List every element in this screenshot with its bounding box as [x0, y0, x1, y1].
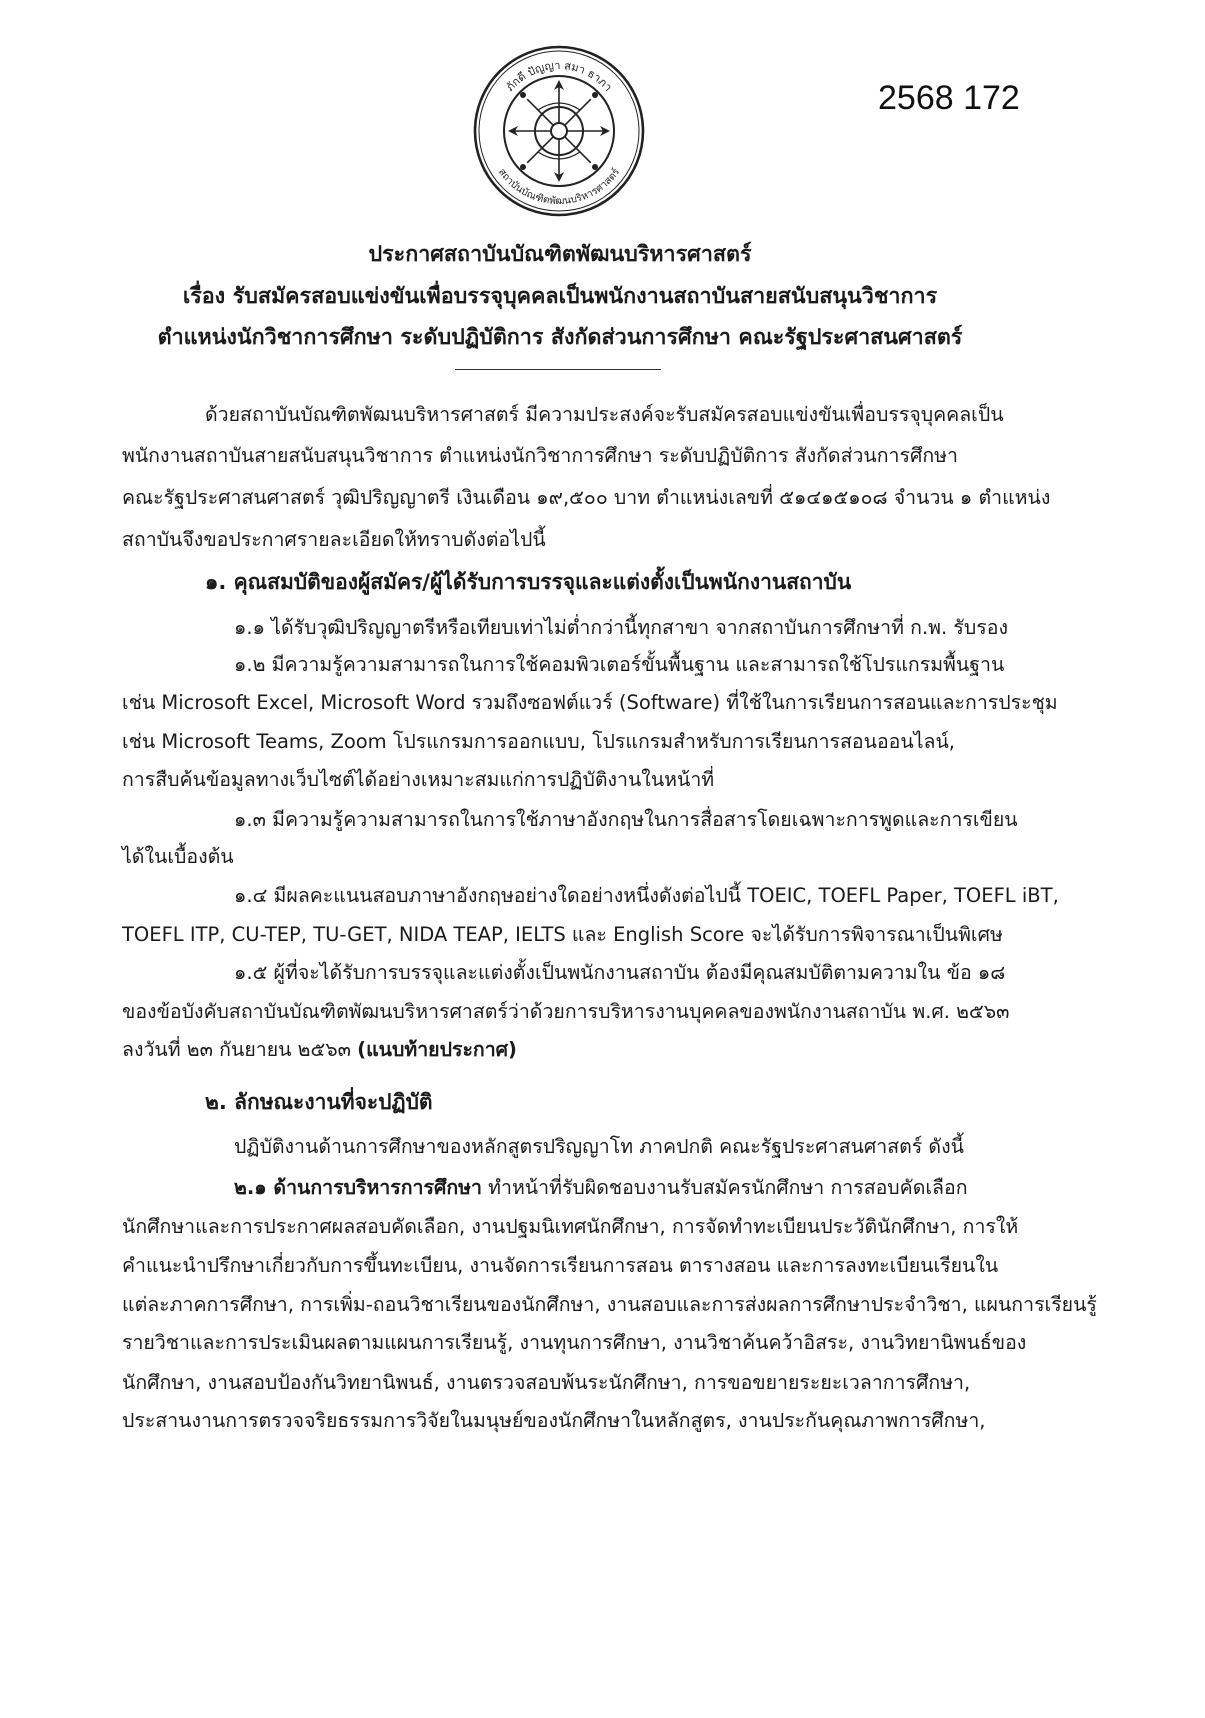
item-1-1-line: ๑.๑ ได้รับวุฒิปริญญาตรีหรือเทียบเท่าไม่ต่ำกว่านี้ทุกสาขา จากสถาบันการศึกษาที่ ก.พ. รับรอง	[234, 616, 1008, 639]
item-2-1-line: นักศึกษา, งานสอบป้องกันวิทยานิพนธ์, งานตรวจสอบพ้นระนักศึกษา, การขอขยายระยะเวลาการศึกษา,	[122, 1371, 971, 1394]
section-1-heading: ๑. คุณสมบัติของผู้สมัคร/ผู้ได้รับการบรรจุและแต่งตั้งเป็นพนักงานสถาบัน	[205, 570, 852, 594]
item-1-5-line: ๑.๕ ผู้ที่จะได้รับการบรรจุและแต่งตั้งเป็นพนักงานสถาบัน ต้องมีคุณสมบัติตามความใน ข้อ ๑๘	[234, 961, 1006, 984]
section-2-heading: ๒. ลักษณะงานที่จะปฏิบัติ	[205, 1090, 433, 1114]
title-line-1: ประกาศสถาบันบัณฑิตพัฒนบริหารศาสตร์	[368, 242, 752, 267]
intro-line: พนักงานสถาบันสายสนับสนุนวิชาการ ตำแหน่งนักวิชาการศึกษา ระดับปฏิบัติการ สังกัดส่วนการศึกษา	[122, 444, 958, 467]
item-1-4-line: TOEFL ITP, CU-TEP, TU-GET, NIDA TEAP, IELTS และ English Score จะได้รับการพิจารณาเป็นพิเศษ	[122, 923, 1003, 946]
intro-line: ด้วยสถาบันบัณฑิตพัฒนบริหารศาสตร์ มีความประสงค์จะรับสมัครสอบแข่งขันเพื่อบรรจุบุคคลเป็น	[205, 403, 1004, 426]
item-1-5-last-line	[122, 1033, 992, 1067]
item-2-1-first-line	[234, 1171, 992, 1205]
item-2-1-text: ทำหน้าที่รับผิดชอบงานรับสมัครนักศึกษา การสอบคัดเลือก	[481, 1176, 968, 1199]
intro-line: สถาบันจึงขอประกาศรายละเอียดให้ทราบดังต่อไปนี้	[122, 528, 546, 551]
title-line-3: ตำแหน่งนักวิชาการศึกษา ระดับปฏิบัติการ สังกัดส่วนการศึกษา คณะรัฐประศาสนศาสตร์	[157, 325, 963, 350]
seal-bottom-text: สถาบันบัณฑิตพัฒนบริหารศาสตร์	[495, 166, 623, 208]
dharma-wheel-icon	[508, 80, 610, 182]
item-2-1-line: คำแนะนำปรึกษาเกี่ยวกับการขึ้นทะเบียน, งานจัดการเรียนการสอน ตารางสอน และการลงทะเบียนเรียนใน	[122, 1254, 999, 1277]
item-1-2-line: เช่น Microsoft Excel, Microsoft Word รวมถึงซอฟต์แวร์ (Software) ที่ใช้ในการเรียนการสอนและการประชุม	[122, 691, 1058, 714]
item-2-1-line: แต่ละภาคการศึกษา, การเพิ่ม-ถอนวิชาเรียนของนักศึกษา, งานสอบและการส่งผลการศึกษาประจำวิชา, แผนการเรียนรู้	[122, 1293, 1097, 1316]
item-2-1-line: ประสานงานการตรวจจริยธรรมการวิจัยในมนุษย์ของนักศึกษาในหลักสูตร, งานประกันคุณภาพการศึกษา,	[122, 1409, 986, 1432]
item-2-1-line: นักศึกษาและการประกาศผลสอบคัดเลือก, งานปฐมนิเทศนักศึกษา, การจัดทำทะเบียนประวัตินักศึกษา, การให้	[122, 1215, 1019, 1238]
item-1-5-line: ของข้อบังคับสถาบันบัณฑิตพัฒนบริหารศาสตร์ว่าด้วยการบริหารงานบุคคลของพนักงานสถาบัน พ.ศ. ๒๕๖๓	[122, 1000, 1010, 1023]
item-1-2-line: ๑.๒ มีความรู้ความสามารถในการใช้คอมพิวเตอร์ขั้นพื้นฐาน และสามารถใช้โปรแกรมพื้นฐาน	[234, 653, 1005, 676]
item-1-4-line: ๑.๔ มีผลคะแนนสอบภาษาอังกฤษอย่างใดอย่างหนึ่งดังต่อไปนี้ TOEIC, TOEFL Paper, TOEFL iBT,	[234, 884, 1059, 907]
title-divider	[455, 369, 661, 370]
item-2-1-line: รายวิชาและการประเมินผลตามแผนการเรียนรู้, งานทุนการศึกษา, งานวิชาค้นคว้าอิสระ, งานวิทยานิพนธ์ของ	[122, 1331, 1027, 1354]
institute-seal	[468, 40, 650, 222]
document-number: 2568 172	[878, 79, 1020, 117]
item-1-2-line: เช่น Microsoft Teams, Zoom โปรแกรมการออกแบบ, โปรแกรมสำหรับการเรียนการสอนออนไลน์,	[122, 730, 956, 753]
item-2-1-label: ๒.๑ ด้านการบริหารการศึกษา	[234, 1176, 482, 1199]
attachment-note: (แนบท้ายประกาศ)	[357, 1038, 517, 1061]
intro-line: คณะรัฐประศาสนศาสตร์ วุฒิปริญญาตรี เงินเดือน ๑๙,๕๐๐ บาท ตำแหน่งเลขที่ ๕๑๔๑๕๑๐๘ จำนวน ๑ ตำแหน่ง	[122, 486, 1051, 509]
item-1-2-line: การสืบค้นข้อมูลทางเว็บไซต์ได้อย่างเหมาะสมแก่การปฏิบัติงานในหน้าที่	[122, 768, 715, 791]
section-2-intro: ปฏิบัติงานด้านการศึกษาของหลักสูตรปริญญาโท ภาคปกติ คณะรัฐประศาสนศาสตร์ ดังนี้	[234, 1135, 964, 1158]
item-1-3-line: ได้ในเบื้องต้น	[122, 845, 234, 868]
item-1-5-date-text: ลงวันที่ ๒๓ กันยายน ๒๕๖๓	[122, 1038, 358, 1061]
title-line-2: เรื่อง รับสมัครสอบแข่งขันเพื่อบรรจุบุคคลเป็นพนักงานสถาบันสายสนับสนุนวิชาการ	[182, 284, 938, 309]
seal-top-text: ภักดี ปัญญา สมา ธาภา	[503, 58, 615, 94]
item-1-3-line: ๑.๓ มีความรู้ความสามารถในการใช้ภาษาอังกฤษในการสื่อสารโดยเฉพาะการพูดและการเขียน	[234, 808, 1018, 831]
